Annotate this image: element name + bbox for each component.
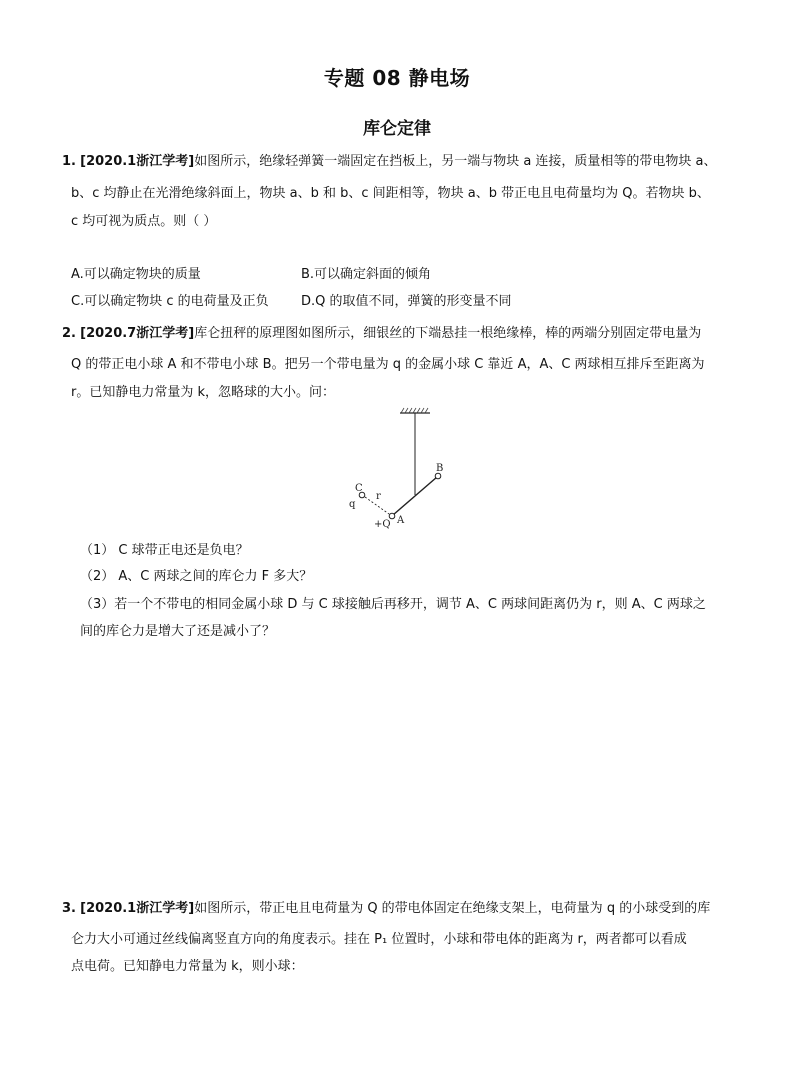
label-r: r: [376, 491, 381, 502]
question-2-sub-1: （1） C 球带正电还是负电？: [80, 543, 249, 558]
question-1-source: [2020.1浙江学考]: [80, 154, 195, 169]
label-plus-q: +Q: [374, 519, 391, 530]
question-1-option-d: D.Q 的取值不同，弹簧的形变量不同: [301, 294, 512, 309]
question-3-number: 3.: [62, 901, 76, 916]
question-1-line-2: b、c 均静止在光滑绝缘斜面上，物块 a、b 和 b、c 间距相等，物块 a、b 带正电且电荷量均为 Q。若物块 b、: [71, 186, 710, 201]
label-small-q: q: [349, 499, 356, 510]
question-3-text-1: 如图所示，带正电且电荷量为 Q 的带电体固定在绝缘支架上，电荷量为 q 的小球受到的库: [194, 901, 711, 916]
question-1-option-b: B.可以确定斜面的倾角: [301, 267, 432, 282]
ball-a: [389, 513, 395, 519]
ball-b: [435, 473, 441, 479]
question-1-line-3: c 均可视为质点。则（ ）: [71, 214, 217, 229]
question-2-sub-3-line-2: 间的库仑力是增大了还是减小了？: [80, 624, 276, 639]
question-3-line-2: 仑力大小可通过丝线偏离竖直方向的角度表示。挂在 P₁ 位置时，小球和带电体的距离为 r，两者都可以看成: [71, 932, 687, 947]
question-3-line-3: 点电荷。已知静电力常量为 k，则小球：: [71, 959, 304, 974]
question-1-number: 1.: [62, 154, 76, 169]
question-1-line-1: [62, 152, 717, 172]
question-2-line-3: r。已知静电力常量为 k，忽略球的大小。问：: [71, 385, 336, 400]
section-heading: 库仑定律: [363, 119, 431, 139]
label-a: A: [397, 515, 405, 526]
question-2-line-2: Q 的带正电小球 A 和不带电小球 B。把另一个带电量为 q 的金属小球 C 靠近 A，A、C 两球相互排斥至距离为: [71, 357, 705, 372]
page-title: 专题 08 静电场: [323, 66, 471, 90]
question-3-source: [2020.1浙江学考]: [80, 901, 195, 916]
question-1-text-1: 如图所示，绝缘轻弹簧一端固定在挡板上，另一端与物块 a 连接，质量相等的带电物块 a、: [194, 154, 717, 169]
question-1-option-c: C.可以确定物块 c 的电荷量及正负: [71, 294, 269, 309]
question-3-line-1: [62, 899, 710, 919]
torsion-balance-figure: [330, 405, 480, 535]
question-2-text-1: 库仑扭秤的原理图如图所示，细银丝的下端悬挂一根绝缘棒，棒的两端分别固定带电量为: [194, 326, 702, 341]
question-2-line-1: [62, 324, 701, 344]
question-2-number: 2.: [62, 326, 76, 341]
question-2-sub-3-line-1: （3）若一个不带电的相同金属小球 D 与 C 球接触后再移开，调节 A、C 两球间距离仍为 r，则 A、C 两球之: [80, 597, 706, 612]
question-2-sub-2: （2） A、C 两球之间的库仑力 F 多大？: [80, 569, 313, 584]
ceiling-hatch: [401, 408, 428, 413]
question-1-option-a: A.可以确定物块的质量: [71, 267, 201, 282]
label-b: B: [436, 463, 444, 474]
question-2-source: [2020.7浙江学考]: [80, 326, 195, 341]
label-c: C: [355, 483, 363, 494]
